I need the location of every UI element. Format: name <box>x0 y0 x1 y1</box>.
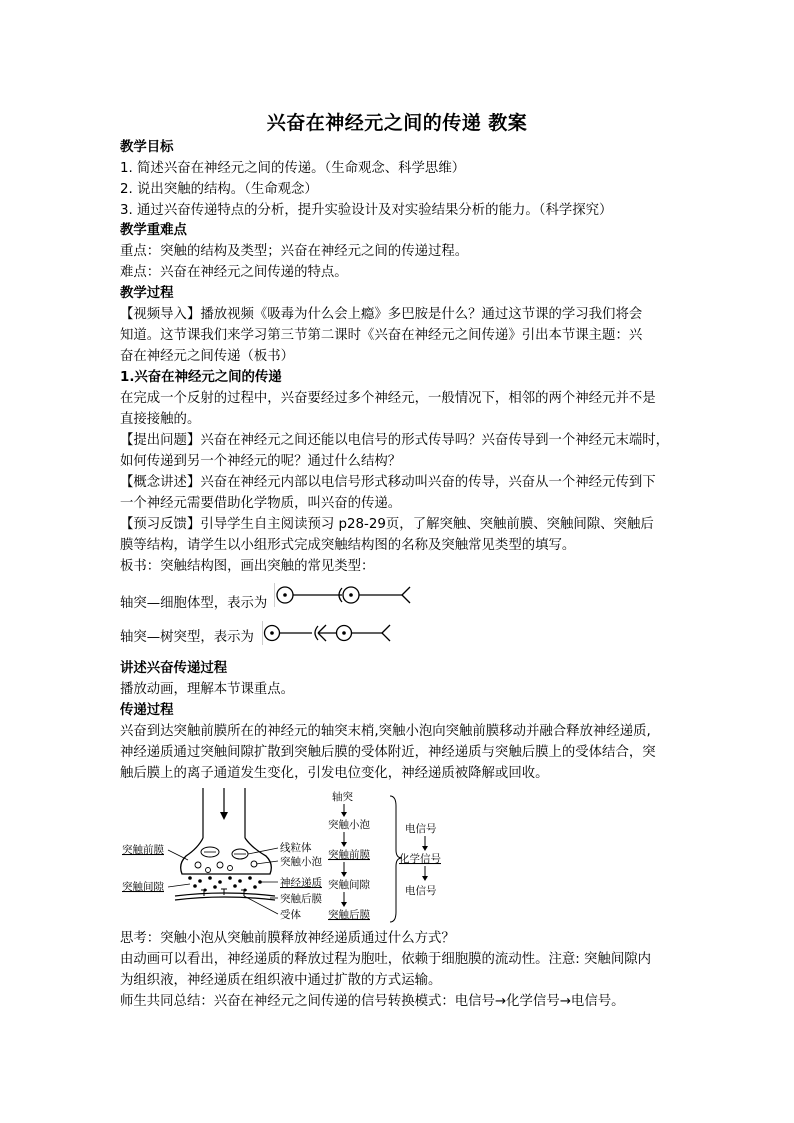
goals-heading: 教学目标 <box>120 140 174 155</box>
goal-3: 3. 通过兴奋传递特点的分析，提升实验设计及对实验结果分析的能力。（科学探究） <box>120 203 613 218</box>
flow-vesicle: 突触小泡 <box>328 819 370 831</box>
transfer-line-2: 神经递质通过突触间隙扩散到突触后膜的受体附近，神经递质与突触后膜上的受体结合，突 <box>120 745 656 760</box>
label-synaptic-vesicle: 突触小泡 <box>280 856 322 868</box>
synapse-type-2-label: 轴突—树突型，表示为 <box>120 630 254 645</box>
axo-somatic-symbol <box>274 582 414 608</box>
intro-line-3: 奋在神经元之间传递（板书） <box>120 349 295 364</box>
flow-presynaptic: 突触前膜 <box>328 849 370 861</box>
answer-line-1: 由动画可以看出，神经递质的释放过程为胞吐，依赖于细胞膜的流动性。注意: 突触间隙内 <box>120 952 651 967</box>
think-question: 思考：突触小泡从突触前膜释放神经递质通过什么方式？ <box>120 931 455 946</box>
label-mitochondrion: 线粒体 <box>280 842 312 854</box>
transfer-line-3: 触后膜上的离子通道发生变化，引发电位变化，神经递质被降解或回收。 <box>120 766 549 781</box>
process2-heading: 讲述兴奋传递过程 <box>120 661 228 676</box>
para-1b: 直接接触的。 <box>120 412 201 427</box>
transfer-line-1: 兴奋到达突触前膜所在的神经元的轴突末梢,突触小泡向突触前膜移动并融合释放神经递质, <box>120 724 651 739</box>
flow-axon: 轴突 <box>332 791 353 803</box>
subsection-heading: 1.兴奋在神经元之间的传递 <box>120 370 282 385</box>
para-1a: 在完成一个反射的过程中，兴奋要经过多个神经元，一般情况下，相邻的两个神经元并不是 <box>120 391 656 406</box>
axo-dendritic-symbol <box>262 620 396 646</box>
flow-postsynaptic: 突触后膜 <box>328 909 370 921</box>
synapse-structure-figure <box>120 786 450 928</box>
label-synaptic-cleft: 突触间隙 <box>122 881 164 893</box>
signal-electric-1: 电信号 <box>405 823 437 835</box>
intro-line-2: 知道。这节课我们来学习第三节第二课时《兴奋在神经元之间传递》引出本节课主题：兴 <box>120 328 643 343</box>
question-1a: 【提出问题】兴奋在神经元之间还能以电信号的形式传导吗？兴奋传导到一个神经元末端时， <box>120 433 670 448</box>
goal-1: 1. 简述兴奋在神经元之间的传递。（生命观念、科学思维） <box>120 161 466 176</box>
label-neurotransmitter: 神经递质 <box>280 877 322 889</box>
label-presynaptic-membrane: 突触前膜 <box>122 844 164 856</box>
summary-line: 师生共同总结：兴奋在神经元之间传递的信号转换模式：电信号→化学信号→电信号。 <box>120 994 625 1009</box>
key-heading: 教学重难点 <box>120 223 187 238</box>
transfer-heading: 传递过程 <box>120 703 174 718</box>
question-1b: 如何传递到另一个神经元的呢？通过什么结构？ <box>120 454 402 469</box>
signal-chemical: 化学信号 <box>399 853 441 865</box>
goal-2: 2. 说出突触的结构。（生命观念） <box>120 182 318 197</box>
label-receptor: 受体 <box>280 909 301 921</box>
process-heading: 教学过程 <box>120 286 174 301</box>
key-point: 重点：突触的结构及类型；兴奋在神经元之间的传递过程。 <box>120 244 469 259</box>
concept-1b: 一个神经元需要借助化学物质，叫兴奋的传递。 <box>120 496 402 511</box>
label-postsynaptic-membrane: 突触后膜 <box>280 893 322 905</box>
intro-line-1: 【视频导入】播放视频《吸毒为什么会上瘾》多巴胺是什么？通过这节课的学习我们将会 <box>120 307 643 322</box>
feedback-1b: 膜等结构，请学生以小组形式完成突触结构图的名称及突触常见类型的填写。 <box>120 538 576 553</box>
answer-line-2: 为组织液，神经递质在组织液中通过扩散的方式运输。 <box>120 973 442 988</box>
animation-note: 播放动画，理解本节课重点。 <box>120 682 295 697</box>
signal-electric-2: 电信号 <box>405 885 437 897</box>
board-note: 板书：突触结构图，画出突触的常见类型： <box>120 559 375 574</box>
flow-cleft: 突触间隙 <box>328 879 370 891</box>
concept-1a: 【概念讲述】兴奋在神经元内部以电信号形式移动叫兴奋的传导，兴奋从一个神经元传到下 <box>120 475 656 490</box>
difficult-point: 难点：兴奋在神经元之间传递的特点。 <box>120 265 348 280</box>
feedback-1a: 【预习反馈】引导学生自主阅读预习 p28-29页，了解突触、突触前膜、突触间隙、突触后 <box>120 517 654 532</box>
page-title: 兴奋在神经元之间的传递 教案 <box>266 112 528 134</box>
synapse-type-1-label: 轴突—细胞体型，表示为 <box>120 596 268 611</box>
